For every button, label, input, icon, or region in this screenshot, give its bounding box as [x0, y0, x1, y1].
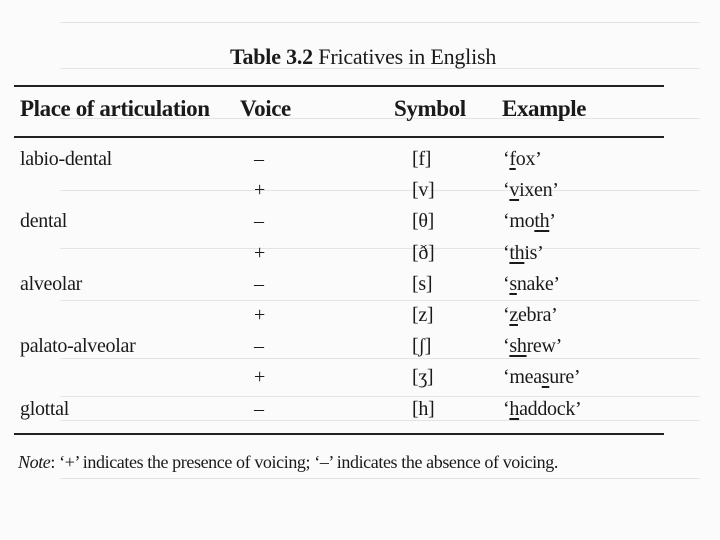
- voice-cell: –: [254, 210, 264, 233]
- voice-cell: +: [254, 366, 265, 389]
- header-voice: Voice: [240, 96, 291, 121]
- example-underlined: f: [509, 148, 516, 170]
- example-prefix: ‘: [503, 397, 510, 420]
- place-cell: alveolar: [20, 272, 83, 295]
- place-cell: labio-dental: [20, 148, 112, 170]
- table-caption: [230, 44, 496, 70]
- voice-cell: –: [254, 397, 264, 420]
- example-prefix: ‘mo: [503, 210, 535, 233]
- voice-cell: –: [254, 148, 264, 170]
- header-rule: [14, 136, 664, 138]
- symbol-cell: [h]: [412, 397, 435, 420]
- example-underlined: z: [509, 304, 518, 326]
- place-cell: glottal: [20, 397, 70, 420]
- symbol-cell: [ʒ]: [412, 366, 434, 389]
- voice-cell: –: [254, 272, 264, 295]
- table-title: Fricatives in English: [318, 44, 497, 69]
- example-suffix: ebra’: [517, 304, 558, 326]
- example-underlined: s: [541, 366, 550, 389]
- symbol-cell: [z]: [412, 304, 434, 326]
- example-suffix: nake’: [516, 272, 560, 295]
- symbol-cell: [θ]: [412, 210, 435, 233]
- example-prefix: ‘: [503, 148, 510, 170]
- example-cell: [503, 148, 542, 171]
- example-suffix: ure’: [549, 366, 581, 389]
- symbol-cell: [s]: [412, 272, 433, 295]
- place-cell: palato-alveolar: [20, 335, 136, 358]
- example-prefix: ‘: [503, 272, 510, 295]
- example-prefix: ‘: [503, 241, 510, 264]
- example-prefix: ‘: [503, 179, 510, 202]
- header-example: Example: [502, 96, 587, 121]
- top-rule: [14, 85, 664, 87]
- example-suffix: ’: [549, 210, 556, 233]
- header-symbol: Symbol: [394, 96, 466, 121]
- table-number: Table 3.2: [230, 44, 313, 69]
- example-underlined: s: [509, 272, 517, 295]
- example-underlined: th: [534, 210, 550, 233]
- example-underlined: v: [509, 179, 520, 202]
- note-label: Note: [18, 452, 51, 472]
- example-cell: [503, 242, 543, 265]
- bottom-rule: [14, 433, 664, 435]
- note-text: : ‘+’ indicates the presence of voicing; ‘–’ indicates the absence of voicing.: [50, 452, 558, 472]
- example-underlined: h: [509, 397, 520, 420]
- symbol-cell: [ð]: [412, 241, 435, 264]
- voice-cell: +: [254, 179, 265, 202]
- example-cell: [503, 304, 558, 327]
- example-cell: [503, 273, 560, 296]
- voice-cell: +: [254, 241, 265, 264]
- example-suffix: addock’: [519, 397, 582, 420]
- example-prefix: ‘: [503, 335, 510, 358]
- example-cell: [503, 210, 556, 233]
- symbol-cell: [v]: [412, 179, 435, 202]
- example-cell: [503, 398, 581, 421]
- voice-cell: +: [254, 304, 265, 326]
- header-place: Place of articulation: [20, 96, 210, 121]
- example-underlined: sh: [509, 335, 527, 358]
- example-suffix: ixen’: [519, 179, 559, 202]
- place-cell: dental: [20, 210, 68, 233]
- example-suffix: rew’: [526, 335, 563, 358]
- voice-cell: –: [254, 335, 264, 358]
- table-note: [18, 452, 558, 473]
- symbol-cell: [ʃ]: [412, 335, 432, 358]
- symbol-cell: [f]: [412, 148, 432, 170]
- example-underlined: th: [509, 241, 525, 264]
- example-cell: [503, 335, 562, 358]
- example-prefix: ‘: [503, 304, 510, 326]
- example-suffix: is’: [524, 241, 544, 264]
- example-cell: [503, 366, 580, 389]
- example-suffix: ox’: [515, 148, 542, 170]
- example-prefix: ‘mea: [503, 366, 542, 389]
- example-cell: [503, 179, 559, 202]
